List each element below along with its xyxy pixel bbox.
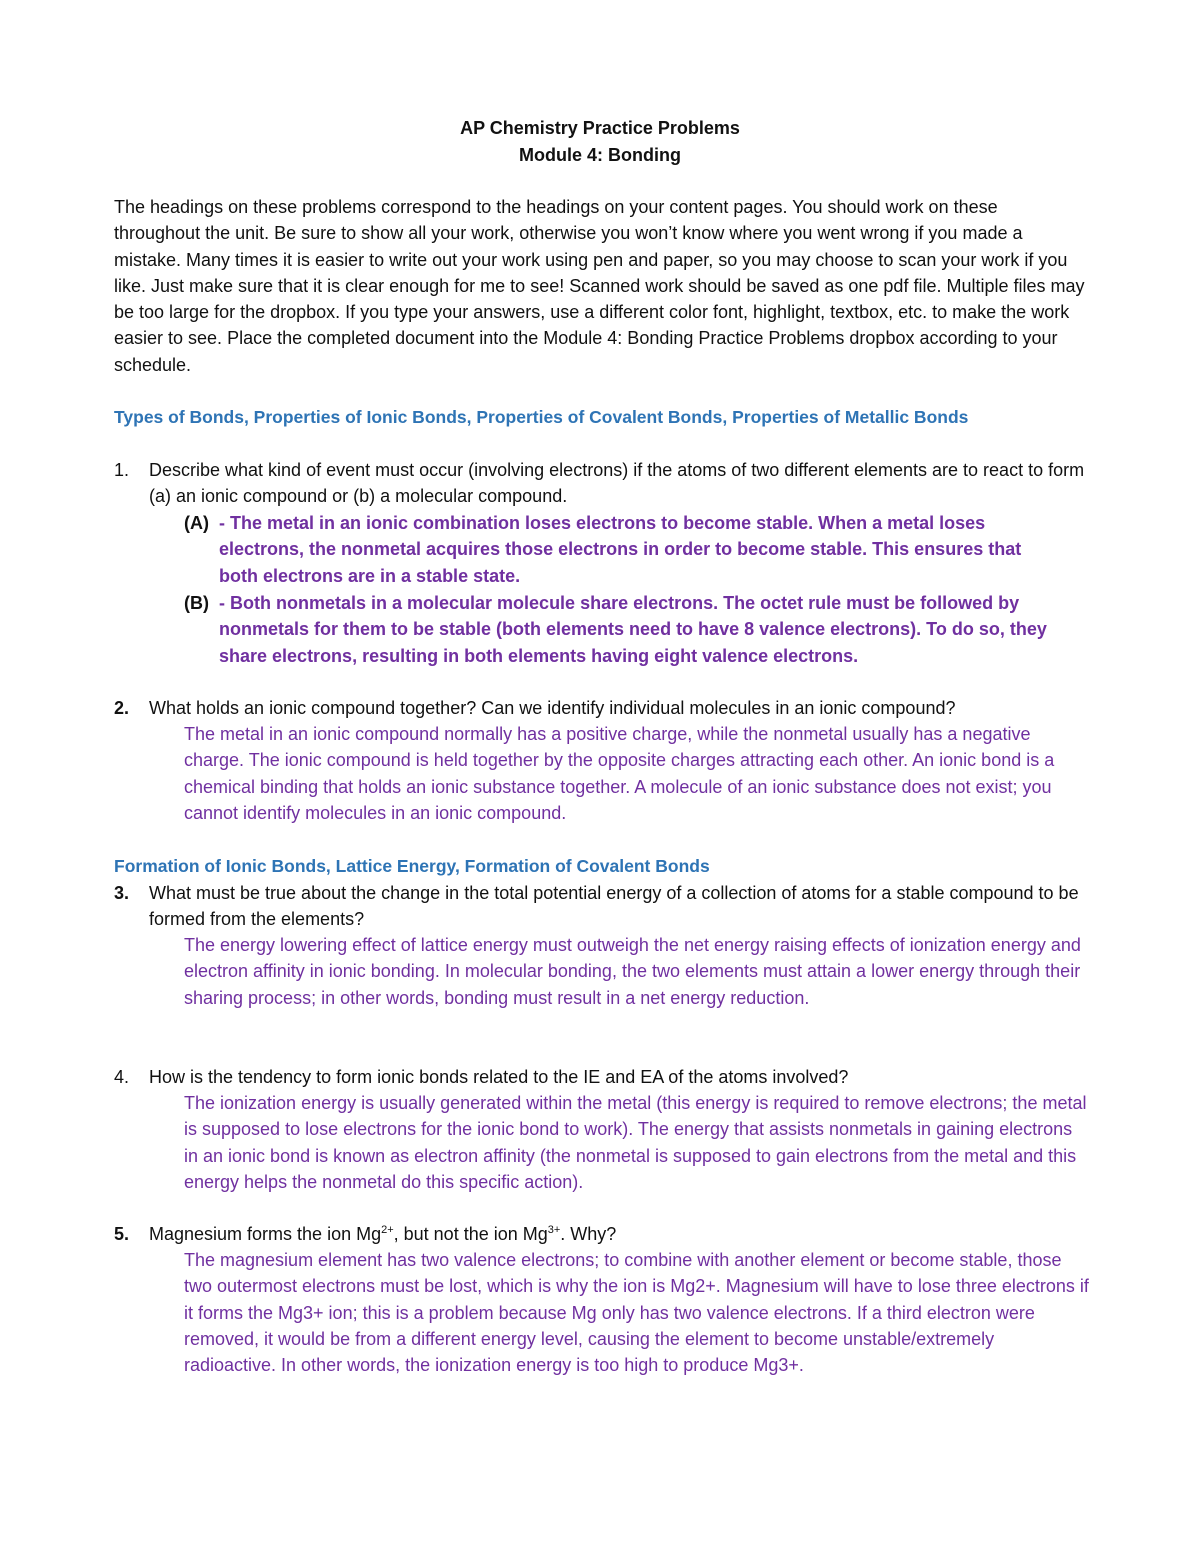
answer-1b — [184, 590, 1064, 669]
answer-2: The metal in an ionic compound normally has a positive charge, while the nonmetal usually has a negative charge. The ionic compound is held together by the opposite charges attracting each other. An ionic bond is a chemical binding that holds an ionic substance together. A molecule of an ionic substance does not exist; you cannot identify molecules in an ionic compound. — [184, 724, 1055, 823]
question-number: 2. — [114, 698, 130, 718]
question-1 — [114, 457, 1089, 510]
intro-paragraph: The headings on these problems correspond to the headings on your content pages. You should work on these throughout the unit. Be sure to show all your work, otherwise you won’t know where you went wrong if you made a mistake. Many times it is easier to write out your work using pen and paper, so you may choose to scan your work if you like. Just make sure that it is clear enough for me to see! Scanned work should be saved as one pdf file. Multiple files may be too large for the dropbox. If you type your answers, use a different color font, highlight, textbox, etc. to make the work easier to see. Place the completed document into the Module 4: Bonding Practice Problems dropbox according to your schedule. — [114, 197, 1085, 375]
question-5 — [114, 1221, 1089, 1247]
question-text: What holds an ionic compound together? Can we identify individual molecules in an ionic compound? — [149, 698, 956, 718]
answer-1a — [184, 510, 1064, 589]
question-text — [149, 1221, 1089, 1247]
answer-3: The energy lowering effect of lattice energy must outweigh the net energy raising effects of ionization energy and electron affinity in ionic bonding. In molecular bonding, the two elements must attain a lower energy through their sharing process; in other words, bonding must result in a net energy reduction. — [184, 935, 1081, 1008]
question-text: What must be true about the change in the total potential energy of a collection of atoms for a stable compound to be formed from the elements? — [149, 883, 1079, 930]
question-text-part: , but not the ion Mg — [393, 1224, 548, 1244]
superscript-charge: 2+ — [381, 1224, 394, 1236]
answer-5: The magnesium element has two valence electrons; to combine with another element or become stable, those two outermost electrons must be lost, which is why the ion is Mg2+. Magnesium will have to lose three electrons if it forms the Mg3+ ion; this is a problem because Mg only has two valence electrons. If a third electron were removed, it would be from a different energy level, causing the element to become unstable/extremely radioactive. In other words, the ionization energy is too high to produce Mg3+. — [184, 1250, 1089, 1376]
document-title: AP Chemistry Practice Problems — [460, 118, 740, 138]
question-text: Describe what kind of event must occur (involving electrons) if the atoms of two different elements are to react to form (a) an ionic compound or (b) a molecular compound. — [149, 460, 1085, 507]
answer-text: - The metal in an ionic combination loses electrons to become stable. When a metal loses electrons, the nonmetal acquires those electrons in order to become stable. This ensures that both electrons are in a stable state. — [219, 513, 1022, 586]
question-text-part: Magnesium forms the ion Mg — [149, 1224, 382, 1244]
section-heading-types-of-bonds: Types of Bonds, Properties of Ionic Bonds, Properties of Covalent Bonds, Properties of Metallic Bonds — [114, 407, 969, 427]
question-3 — [114, 880, 1089, 933]
answer-4: The ionization energy is usually generated within the metal (this energy is required to remove electrons; the metal is supposed to lose electrons for the ionic bond to work). The energy that assists nonmetals in gaining electrons in an ionic bond is known as electron affinity (the nonmetal is supposed to gain electrons from the metal and this energy helps the nonmetal do this specific action). — [184, 1093, 1087, 1192]
question-4 — [114, 1064, 1089, 1090]
question-number: 4. — [114, 1067, 130, 1087]
question-2 — [114, 695, 1089, 721]
answer-text: - Both nonmetals in a molecular molecule share electrons. The octet rule must be followed by nonmetals for them to be stable (both elements need to have 8 valence electrons). To do so, they share electrons, resulting in both elements having eight valence electrons. — [219, 593, 1047, 666]
question-text: How is the tendency to form ionic bonds related to the IE and EA of the atoms involved? — [149, 1067, 849, 1087]
question-number: 1. — [114, 460, 130, 480]
question-number: 5. — [114, 1224, 130, 1244]
document-subtitle: Module 4: Bonding — [519, 145, 681, 165]
question-number: 3. — [114, 883, 130, 903]
answer-label: (A) — [184, 513, 209, 533]
section-heading-formation-of-bonds: Formation of Ionic Bonds, Lattice Energy, Formation of Covalent Bonds — [114, 856, 710, 876]
superscript-charge: 3+ — [547, 1224, 561, 1236]
answer-label: (B) — [184, 593, 209, 613]
question-text-part: . Why? — [560, 1224, 617, 1244]
